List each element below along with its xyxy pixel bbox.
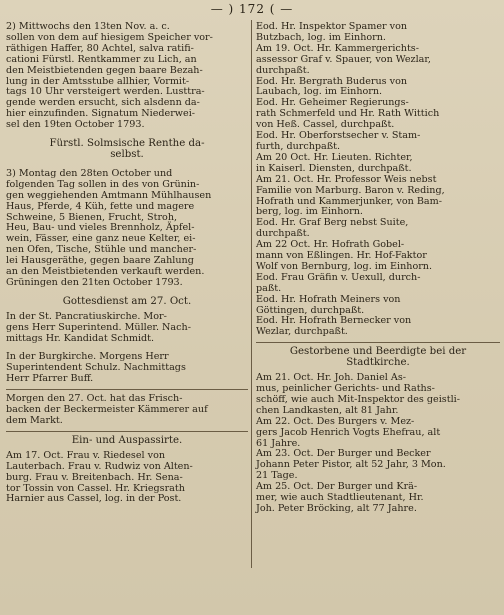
text-line: in Kaiserl. Diensten, durchpaßt. (256, 162, 412, 174)
text-line: tor Tossin von Cassel. Hr. Kriegsrath (6, 482, 185, 494)
text-line: Joh. Peter Bröcking, alt 77 Jahre. (256, 502, 417, 514)
text-line: Butzbach, log. im Einhorn. (256, 31, 386, 43)
text-line: mann von Eßlingen. Hr. Hof-Faktor (256, 250, 427, 262)
text-line: paßt. (256, 282, 282, 294)
text-line: sollen von dem auf hiesigem Speicher vor- (6, 31, 213, 43)
text-line: Hofrath und Kammerjunker, von Bam- (256, 195, 442, 207)
text-line: Herr Pfarrer Buff. (6, 373, 94, 385)
text-line: Am 19. Oct. Hr. Kammergerichts- (256, 42, 419, 54)
text-line: schöff, wie auch Mit-Inspektor des geistli- (256, 393, 460, 405)
section-heading: Ein- und Auspassirte. (71, 434, 183, 446)
text-line: Wezlar, durchpaßt. (256, 326, 348, 338)
text-line: Grüningen den 21ten October 1793. (6, 276, 183, 288)
text-line: Am 22. Oct. Des Burgers v. Mez- (256, 415, 415, 427)
text-line: Eod. Frau Gräfin v. Uexull, durch- (256, 271, 421, 283)
text-line: tags 10 Uhr versteigert werden. Lusttra- (6, 86, 205, 98)
text-line: In der Burgkirche. Morgens Herr (6, 351, 169, 363)
divider (6, 431, 248, 432)
page-number-header: — ) 172 ( — (210, 2, 294, 16)
text-line: Eod. Hr. Inspektor Spamer von (256, 21, 408, 32)
text-line: Göttingen, durchpaßt. (256, 304, 365, 316)
text-line: backen der Beckermeister Kämmerer auf (6, 404, 208, 416)
text-line: 61 Jahre. (256, 437, 301, 449)
text-line: Familie von Marburg. Baron v. Reding, (256, 184, 445, 196)
text-line: Eod. Hr. Hofrath Bernecker von (256, 315, 412, 327)
text-line: cationi Fürstl. Rentkammer zu Lich, an (6, 53, 197, 65)
text-line: mittags Hr. Kandidat Schmidt. (6, 332, 155, 344)
text-line: lung in der Amtsstube allhier, Vormit- (6, 75, 190, 87)
text-line: 2) Mittwochs den 13ten Nov. a. c. (6, 21, 170, 32)
text-line: wein, Fässer, eine ganz neue Kelter, ei- (6, 233, 196, 245)
left-column (6, 22, 248, 505)
section-heading: Gottesdienst am 27. Oct. (62, 295, 192, 307)
text-line: 3) Montag den 28ten October und (6, 167, 173, 179)
right-column (256, 22, 500, 515)
text-line: Johann Peter Pistor, alt 52 Jahr, 3 Mon. (256, 459, 446, 471)
text-line: mus, peinlicher Gerichts- und Raths- (256, 383, 435, 394)
text-line: Eod. Hr. Geheimer Regierungs- (256, 97, 409, 109)
text-line: Eod. Hr. Bergrath Buderus von (256, 75, 408, 87)
text-line: Am 25. Oct. Der Burger und Krä- (256, 481, 418, 493)
text-line: Lauterbach. Frau v. Rudwiz von Alten- (6, 460, 193, 472)
text-line: Am 20 Oct. Hr. Lieuten. Richter, (256, 151, 413, 163)
text-line: gens Herr Superintend. Müller. Nach- (6, 321, 191, 333)
text-line: Laubach, log. im Einhorn. (256, 86, 383, 98)
text-line: nen Ofen, Tische, Stühle und mancher- (6, 244, 197, 256)
divider (256, 342, 500, 343)
text-line: burg. Frau v. Breitenbach. Hr. Sena- (6, 471, 183, 483)
text-line: gen weggiehenden Amtmann Mühlhausen (6, 189, 212, 201)
text-line: Schweine, 5 Bienen, Frucht, Stroh, (6, 211, 178, 223)
column-divider (251, 20, 252, 568)
text-line: den Meistbietenden gegen baare Bezah- (6, 64, 203, 76)
text-line: rath Schmerfeld und Hr. Rath Wittich (256, 108, 440, 120)
text-line: Heu, Bau- und vieles Brennholz, Äpfel- (6, 222, 195, 234)
text-line: mer, wie auch Stadtlieutenant, Hr. (256, 492, 424, 504)
text-line: Am 17. Oct. Frau v. Riedesel von (6, 449, 166, 461)
text-line: räthigen Haffer, 80 Achtel, salva ratifi- (6, 42, 194, 54)
text-line: Morgen den 27. Oct. hat das Frisch- (6, 393, 183, 405)
text-line: 21 Tage. (256, 470, 298, 482)
section-heading: Stadtkirche. (346, 357, 410, 369)
text-line: Eod. Hr. Hofrath Meiners von (256, 293, 401, 305)
text-line: Am 21. Oct. Hr. Joh. Daniel As- (256, 372, 407, 384)
text-line: Am 21. Oct. Hr. Professor Weis nebst (256, 173, 437, 185)
text-line: furth, durchpaßt. (256, 140, 341, 152)
section-heading: Gestorbene und Beerdigte bei der (289, 346, 467, 358)
text-line: Haus, Pferde, 4 Küh, fette und magere (6, 200, 195, 212)
text-line: dem Markt. (6, 415, 63, 426)
text-line: Eod. Hr. Oberforstsecher v. Stam- (256, 130, 421, 142)
text-line: hier einzufinden. Signatum Niederwei- (6, 108, 195, 120)
text-line: durchpaßt. (256, 228, 310, 240)
text-line: an den Meistbietenden verkauft werden. (6, 266, 205, 278)
text-line: Wolf von Bernburg, log. im Einhorn. (256, 260, 433, 272)
signature-line: Fürstl. Solmsische Renthe da- (49, 138, 205, 150)
text-line: durchpaßt. (256, 64, 310, 76)
text-line: gende werden ersucht, sich alsdenn da- (6, 97, 200, 109)
text-line: gers Jacob Henrich Vogts Ehefrau, alt (256, 426, 441, 438)
divider (6, 389, 248, 390)
text-line: chen Landkasten, alt 81 Jahr. (256, 404, 399, 416)
text-line: lei Hausgeräthe, gegen baare Zahlung (6, 255, 194, 267)
text-line: von Heß. Cassel, durchpaßt. (256, 119, 395, 131)
text-line: Eod. Hr. Graf Berg nebst Suite, (256, 217, 409, 229)
text-line: Am 23. Oct. Der Burger und Becker (256, 448, 431, 460)
signature-line: selbst. (110, 148, 144, 160)
text-line: In der St. Pancratiuskirche. Mor- (6, 310, 167, 322)
text-line: berg, log. im Einhorn. (256, 206, 363, 218)
text-line: folgenden Tag sollen in des von Grünin- (6, 178, 200, 190)
text-line: Harnier aus Cassel, log. in der Post. (6, 493, 182, 505)
text-line: Am 22 Oct. Hr. Hofrath Gobel- (256, 239, 405, 251)
text-line: sel den 19ten October 1793. (6, 119, 145, 131)
text-line: assessor Graf v. Spauer, von Wezlar, (256, 53, 431, 65)
text-line: Superintendent Schulz. Nachmittags (6, 362, 186, 374)
